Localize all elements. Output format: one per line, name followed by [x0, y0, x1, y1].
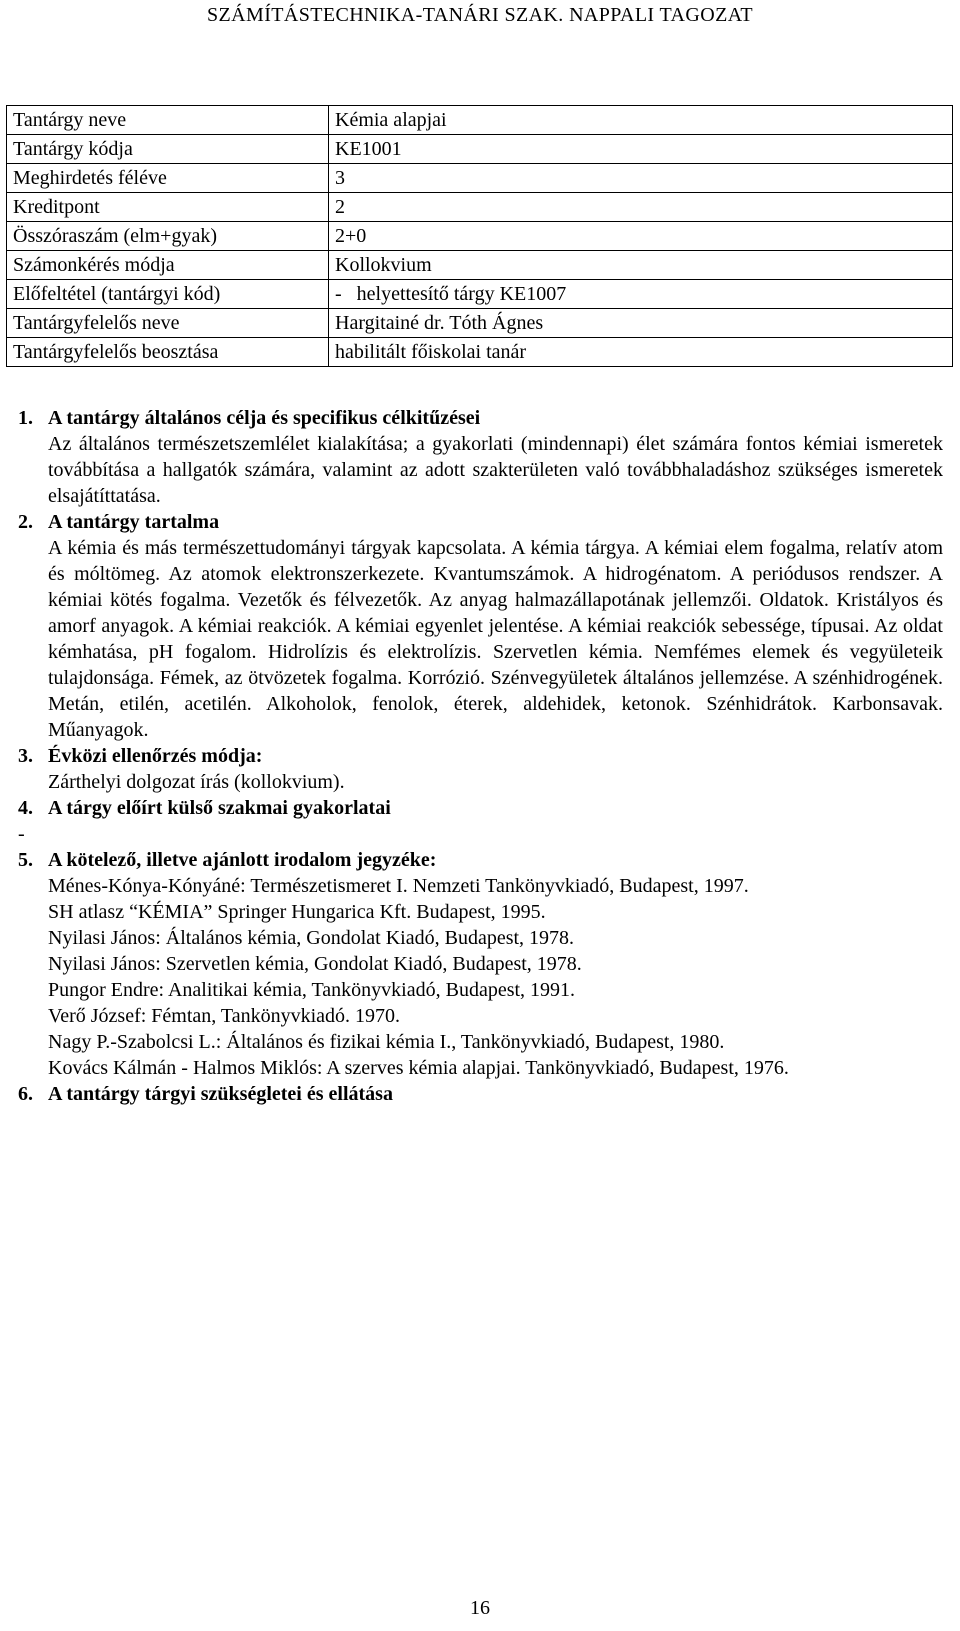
section-number: 2.: [18, 511, 33, 533]
section-number: 3.: [18, 745, 33, 767]
reference-item: Nagy P.-Szabolcsi L.: Általános és fizikai kémia I., Tankönyvkiadó, Budapest, 1980.: [48, 1031, 725, 1053]
section-content: [18, 509, 943, 743]
reference-item: SH atlasz “KÉMIA” Springer Hungarica Kft. Budapest, 1995.: [48, 901, 546, 923]
table-row: [7, 280, 953, 309]
section-title: Évközi ellenőrzés módja:: [48, 745, 263, 767]
reference-item: Nyilasi János: Általános kémia, Gondolat Kiadó, Budapest, 1978.: [48, 927, 575, 949]
info-value: 2+0: [329, 222, 953, 251]
info-value: habilitált főiskolai tanár: [329, 338, 953, 367]
section-text: Zárthelyi dolgozat írás (kollokvium).: [48, 771, 345, 793]
reference-item: Nyilasi János: Szervetlen kémia, Gondolat Kiadó, Budapest, 1978.: [48, 953, 582, 975]
section-literature: [18, 847, 943, 1081]
info-value: 2: [329, 193, 953, 222]
section-title: A tantárgy tárgyi szükségletei és ellátása: [48, 1083, 393, 1105]
info-key: Tantárgyfelelős beosztása: [7, 338, 329, 367]
section-heading: [18, 509, 943, 535]
section-number: 4.: [18, 797, 33, 819]
section-heading: [18, 743, 943, 769]
info-key: Kreditpont: [7, 193, 329, 222]
section-heading: [18, 795, 943, 821]
section-assessment: [18, 743, 943, 795]
info-key: Előfeltétel (tantárgyi kód): [7, 280, 329, 309]
info-value: Kémia alapjai: [329, 106, 953, 135]
info-value: - helyettesítő tárgy KE1007: [329, 280, 953, 309]
info-key: Tantárgy neve: [7, 106, 329, 135]
table-row: [7, 135, 953, 164]
section-text: -: [18, 823, 25, 845]
table-row: [7, 309, 953, 338]
reference-item: Verő József: Fémtan, Tankönyvkiadó. 1970.: [48, 1005, 401, 1027]
page-header: SZÁMÍTÁSTECHNIKA-TANÁRI SZAK. NAPPALI TAGOZAT: [207, 4, 753, 26]
section-text: Az általános természetszemlélet kialakítása; a gyakorlati (mindennapi) élet számára fontos kémiai ismeretek továbbítása a hallgatók számára, valamint az adott szakterületen való továbbhaladáshoz szükséges ismeretek elsajátíttatása.: [48, 433, 943, 507]
info-value: Hargitainé dr. Tóth Ágnes: [329, 309, 953, 338]
info-value: 3: [329, 164, 953, 193]
section-heading: [18, 847, 943, 873]
section-text: A kémia és más természettudományi tárgyak kapcsolata. A kémia tárgya. A kémiai elem fogalma, relatív atom és móltömeg. Az atomok elektronszerkezete. Kvantumszámok. A hidrogénatom. A periódusos rendszer. A kémiai kötés fogalma. Vezetők és félvezetők. Az anyag halmazállapotának jellemzői. Oldatok. Kristályos és amorf anyagok. A kémiai reakciók. A kémiai egyenlet jelentése. A kémiai reakciók sebessége, típusai. Az oldat kémhatása, pH fogalom. Hidrolízis és elektrolízis. Szervetlen kémia. Nemfémes elemek és vegyületeik tulajdonsága. Fémek, az ötvözetek fogalma. Korrózió. Szénvegyületek általános jellemzése. A szénhidrogének. Metán, etilén, acetilén. Alkoholok, fenolok, éterek, aldehidek, ketonok. Szénhidrátok. Karbonsavak. Műanyagok.: [48, 537, 943, 741]
table-row: [7, 193, 953, 222]
section-title: A tantárgy tartalma: [48, 511, 220, 533]
info-key: Számonkérés módja: [7, 251, 329, 280]
reference-item: Ménes-Kónya-Kónyáné: Természetismeret I. Nemzeti Tankönyvkiadó, Budapest, 1997.: [48, 875, 749, 897]
reference-item: Pungor Endre: Analitikai kémia, Tankönyvkiadó, Budapest, 1991.: [48, 979, 576, 1001]
section-number: 5.: [18, 849, 33, 871]
section-practice: [18, 795, 943, 847]
section-title: A tárgy előírt külső szakmai gyakorlatai: [48, 797, 391, 819]
section-equipment: [18, 1081, 943, 1107]
table-row: [7, 338, 953, 367]
table-row: [7, 251, 953, 280]
table-row: [7, 164, 953, 193]
section-number: 1.: [18, 407, 33, 429]
info-value: KE1001: [329, 135, 953, 164]
info-value: Kollokvium: [329, 251, 953, 280]
section-title: A kötelező, illetve ajánlott irodalom jegyzéke:: [48, 849, 437, 871]
info-key: Tantárgy kódja: [7, 135, 329, 164]
course-sections: [18, 405, 943, 1107]
table-row: [7, 106, 953, 135]
reference-item: Kovács Kálmán - Halmos Miklós: A szerves kémia alapjai. Tankönyvkiadó, Budapest, 1976.: [48, 1057, 789, 1079]
section-heading: [18, 1081, 943, 1107]
info-key: Összóraszám (elm+gyak): [7, 222, 329, 251]
course-info-table: [6, 105, 953, 367]
section-goals: [18, 405, 943, 509]
info-key: Meghirdetés féléve: [7, 164, 329, 193]
info-key: Tantárgyfelelős neve: [7, 309, 329, 338]
section-heading: [18, 405, 943, 431]
section-number: 6.: [18, 1083, 33, 1105]
page-number: 16: [470, 1597, 490, 1619]
section-title: A tantárgy általános célja és specifikus célkitűzései: [48, 407, 481, 429]
table-row: [7, 222, 953, 251]
